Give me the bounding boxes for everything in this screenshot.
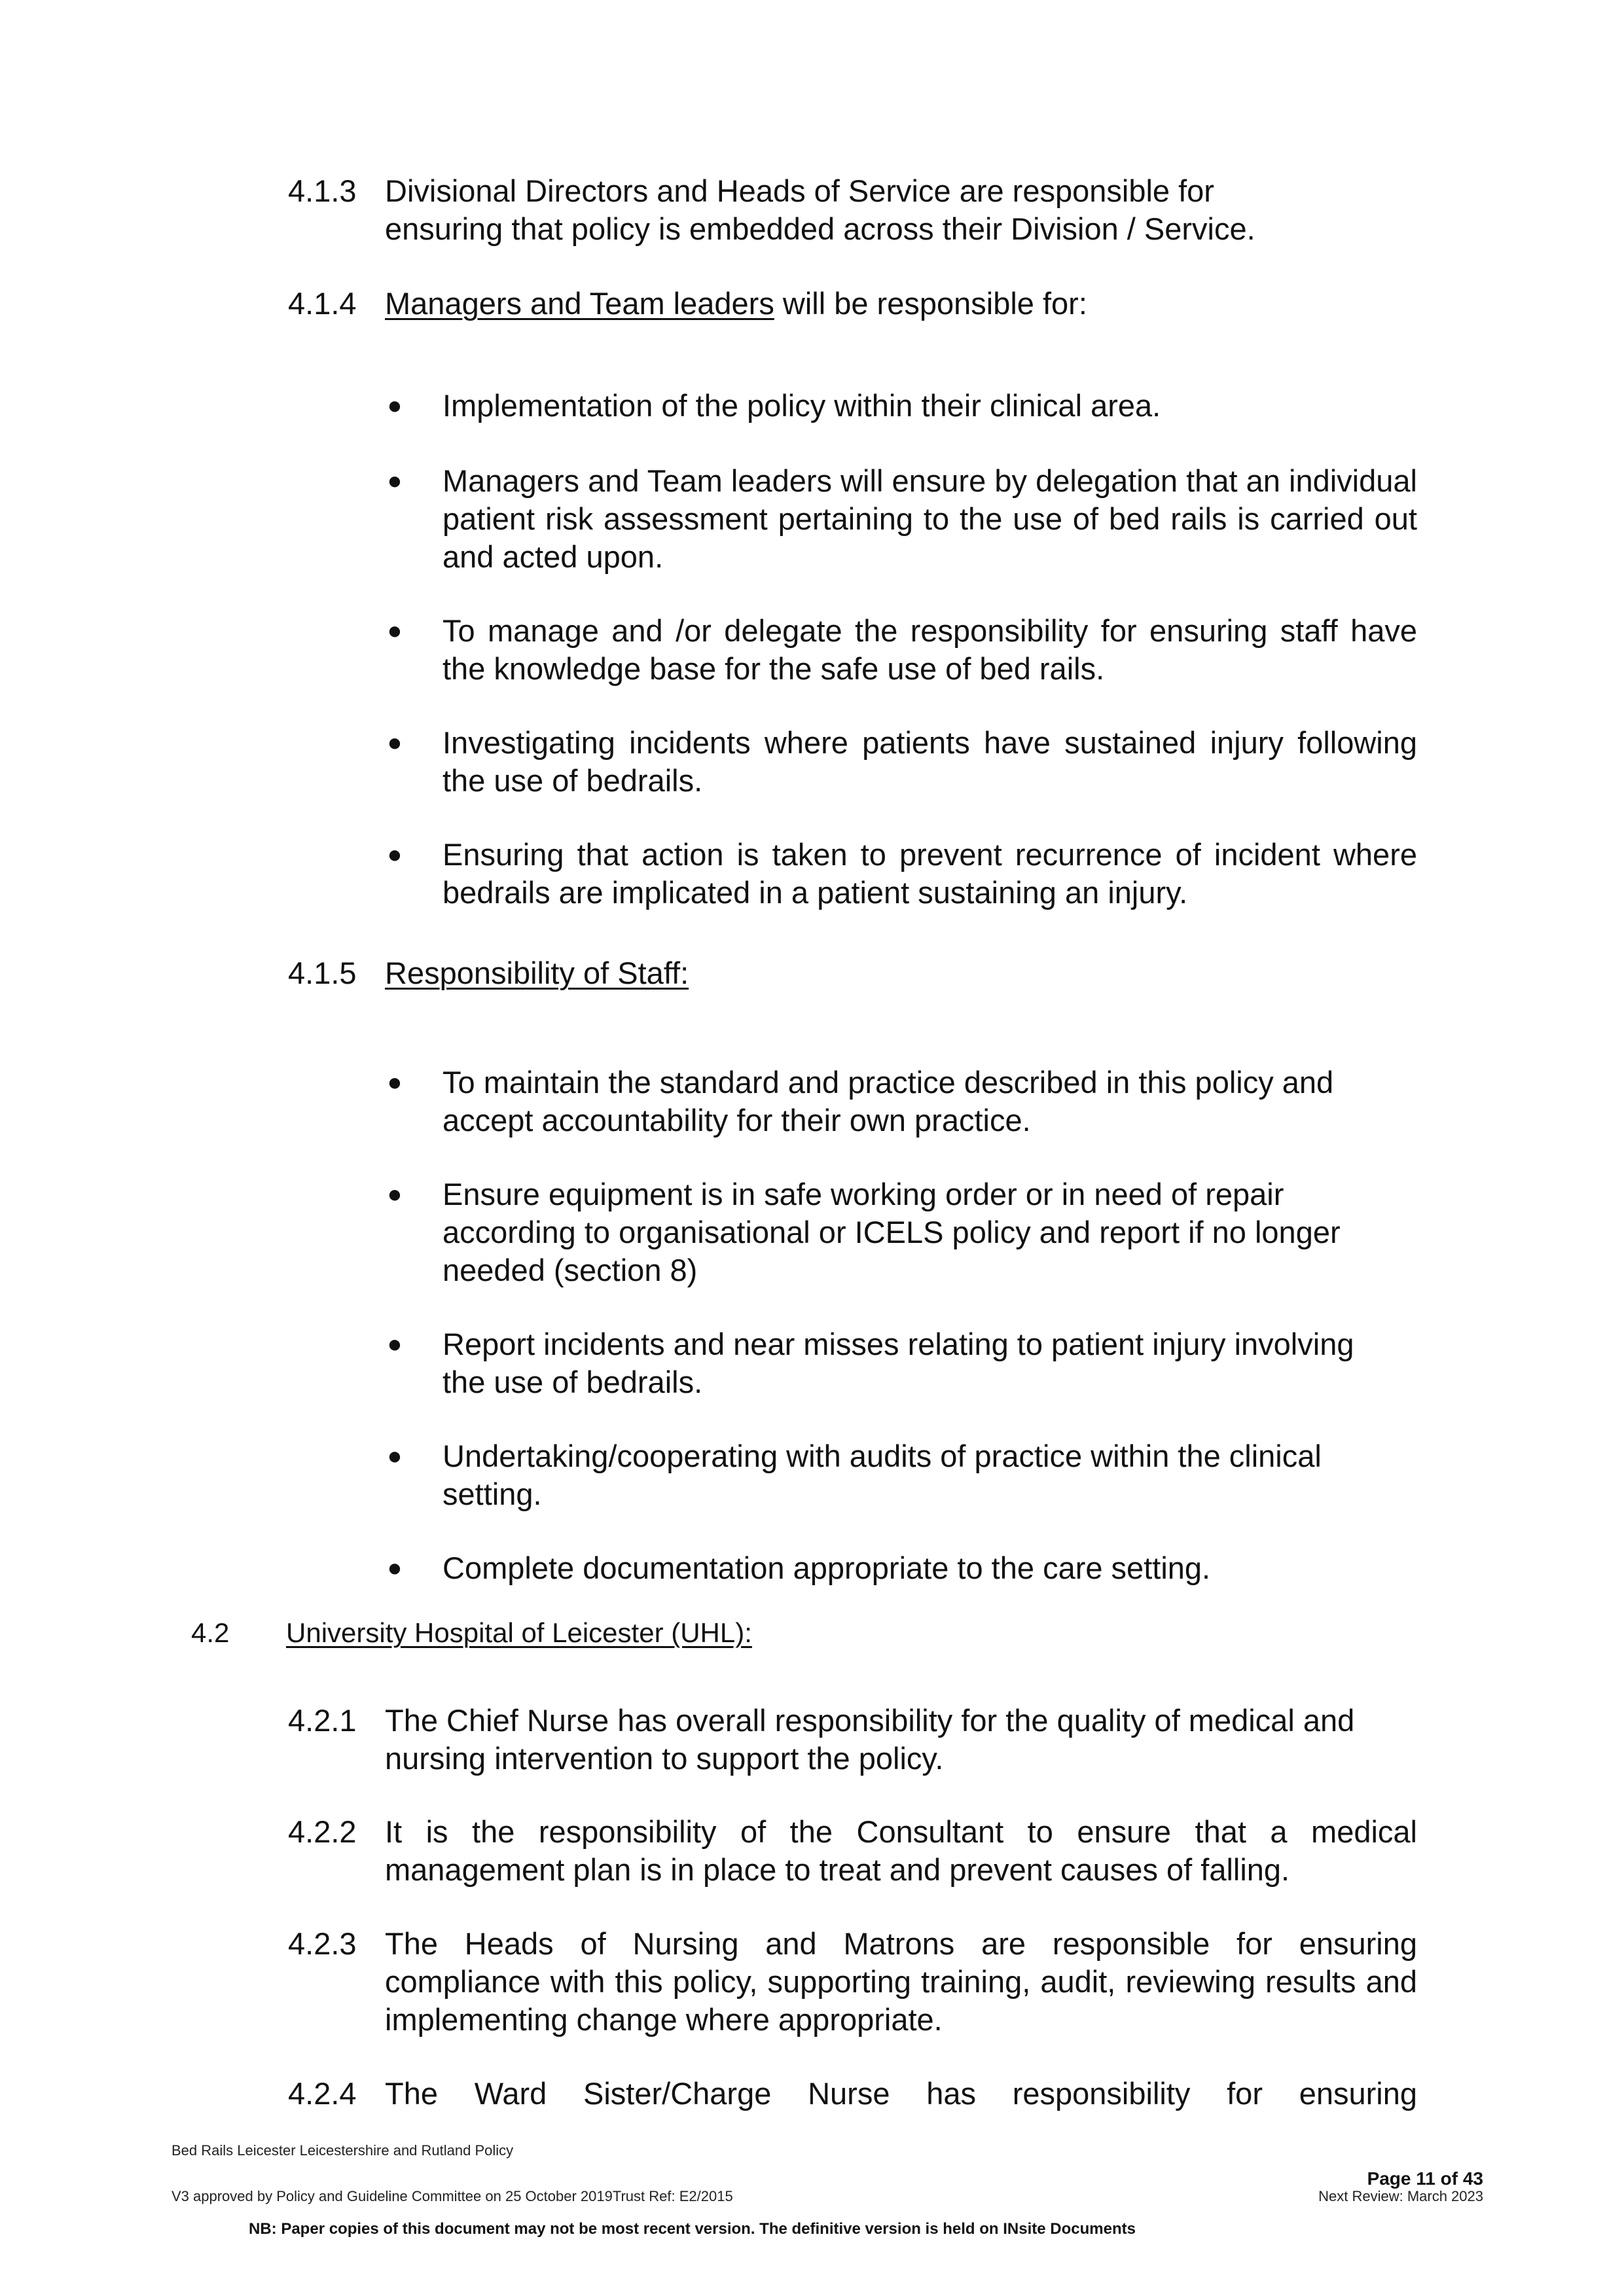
section-number-4-1-5: 4.1.5 xyxy=(288,956,357,990)
section-4-2-4-text: The Ward Sister/Charge Nurse has responsibility for ensuring xyxy=(385,2076,1417,2111)
bullet-text: Managers and Team leaders will ensure by delegation that an individual patient risk assessment pertaining to the use of bed rails is carried out and acted upon. xyxy=(442,463,1417,574)
bullet-icon: ● xyxy=(387,1069,403,1096)
section-4-1-4-heading xyxy=(385,285,1406,323)
managers-heading-tail: will be responsible for: xyxy=(774,286,1087,321)
section-4-2-3-text: The Heads of Nursing and Matrons are responsible for ensuring compliance with this policy, supporting training, audit, reviewing results and implementing change where appropriate. xyxy=(385,1926,1417,2037)
bullet-icon: ● xyxy=(387,1554,403,1582)
bullet-icon: ● xyxy=(387,1443,403,1470)
section-4-1-3-line-2: ensuring that policy is embedded across their Division / Service. xyxy=(385,211,1255,246)
footer-approval: V3 approved by Policy and Guideline Committee on 25 October 2019Trust Ref: E2/2015 xyxy=(171,2188,733,2204)
bullet-icon: ● xyxy=(387,467,403,495)
footer-document-title: Bed Rails Leicester Leicestershire and Rutland Policy xyxy=(171,2142,514,2159)
bullet-text: Report incidents and near misses relating to patient injury involving the use of bedrails. xyxy=(442,1327,1354,1399)
bullet-text: Investigating incidents where patients have sustained injury following the use of bedrails. xyxy=(442,725,1417,798)
section-4-1-3-line-1: Divisional Directors and Heads of Service are responsible for xyxy=(385,173,1214,208)
bullet-text: Implementation of the policy within their clinical area. xyxy=(442,388,1161,423)
section-4-1-3-text xyxy=(385,172,1406,248)
section-number-4-2-3: 4.2.3 xyxy=(288,1926,357,1961)
section-number-4-2-2: 4.2.2 xyxy=(288,1814,357,1849)
bullet-text: Ensure equipment is in safe working order or in need of repair according to organisational or ICELS policy and report if no longer needed (section 8) xyxy=(442,1177,1341,1287)
bullet-text: Complete documentation appropriate to the care setting. xyxy=(442,1551,1211,1585)
bullet-icon: ● xyxy=(387,729,403,757)
footer-paper-copy-note: NB: Paper copies of this document may not be most recent version. The definitive version is held on INsite Documents xyxy=(249,2220,1136,2238)
bullet-icon: ● xyxy=(387,841,403,869)
section-number-4-1-3: 4.1.3 xyxy=(288,173,357,208)
bullet-icon: ● xyxy=(387,1331,403,1358)
bullet-text: To manage and /or delegate the responsibility for ensuring staff have the knowledge base for the safe use of bed rails. xyxy=(442,613,1417,686)
footer-next-review: Next Review: March 2023 xyxy=(1318,2188,1483,2204)
section-number-4-2-4: 4.2.4 xyxy=(288,2076,357,2111)
footer-page-number: Page 11 of 43 xyxy=(1367,2168,1483,2189)
bullet-icon: ● xyxy=(387,617,403,645)
section-number-4-1-4: 4.1.4 xyxy=(288,286,357,321)
bullet-icon: ● xyxy=(387,1181,403,1208)
bullet-icon: ● xyxy=(387,392,403,420)
uhl-heading: University Hospital of Leicester (UHL): xyxy=(286,1617,752,1648)
bullet-text: To maintain the standard and practice described in this policy and accept accountability for their own practice. xyxy=(442,1065,1334,1138)
section-4-2-1-text: The Chief Nurse has overall responsibility for the quality of medical and nursing intervention to support the policy. xyxy=(385,1703,1355,1776)
section-4-2-2-text: It is the responsibility of the Consultant to ensure that a medical management plan is in place to treat and prevent causes of falling. xyxy=(385,1814,1417,1887)
bullet-text: Undertaking/cooperating with audits of practice within the clinical setting. xyxy=(442,1439,1322,1511)
managers-heading: Managers and Team leaders xyxy=(385,286,774,321)
staff-responsibility-heading: Responsibility of Staff: xyxy=(385,956,689,990)
bullet-text: Ensuring that action is taken to prevent recurrence of incident where bedrails are implicated in a patient sustaining an injury. xyxy=(442,837,1417,910)
section-number-4-2: 4.2 xyxy=(191,1617,230,1648)
section-number-4-2-1: 4.2.1 xyxy=(288,1703,357,1738)
